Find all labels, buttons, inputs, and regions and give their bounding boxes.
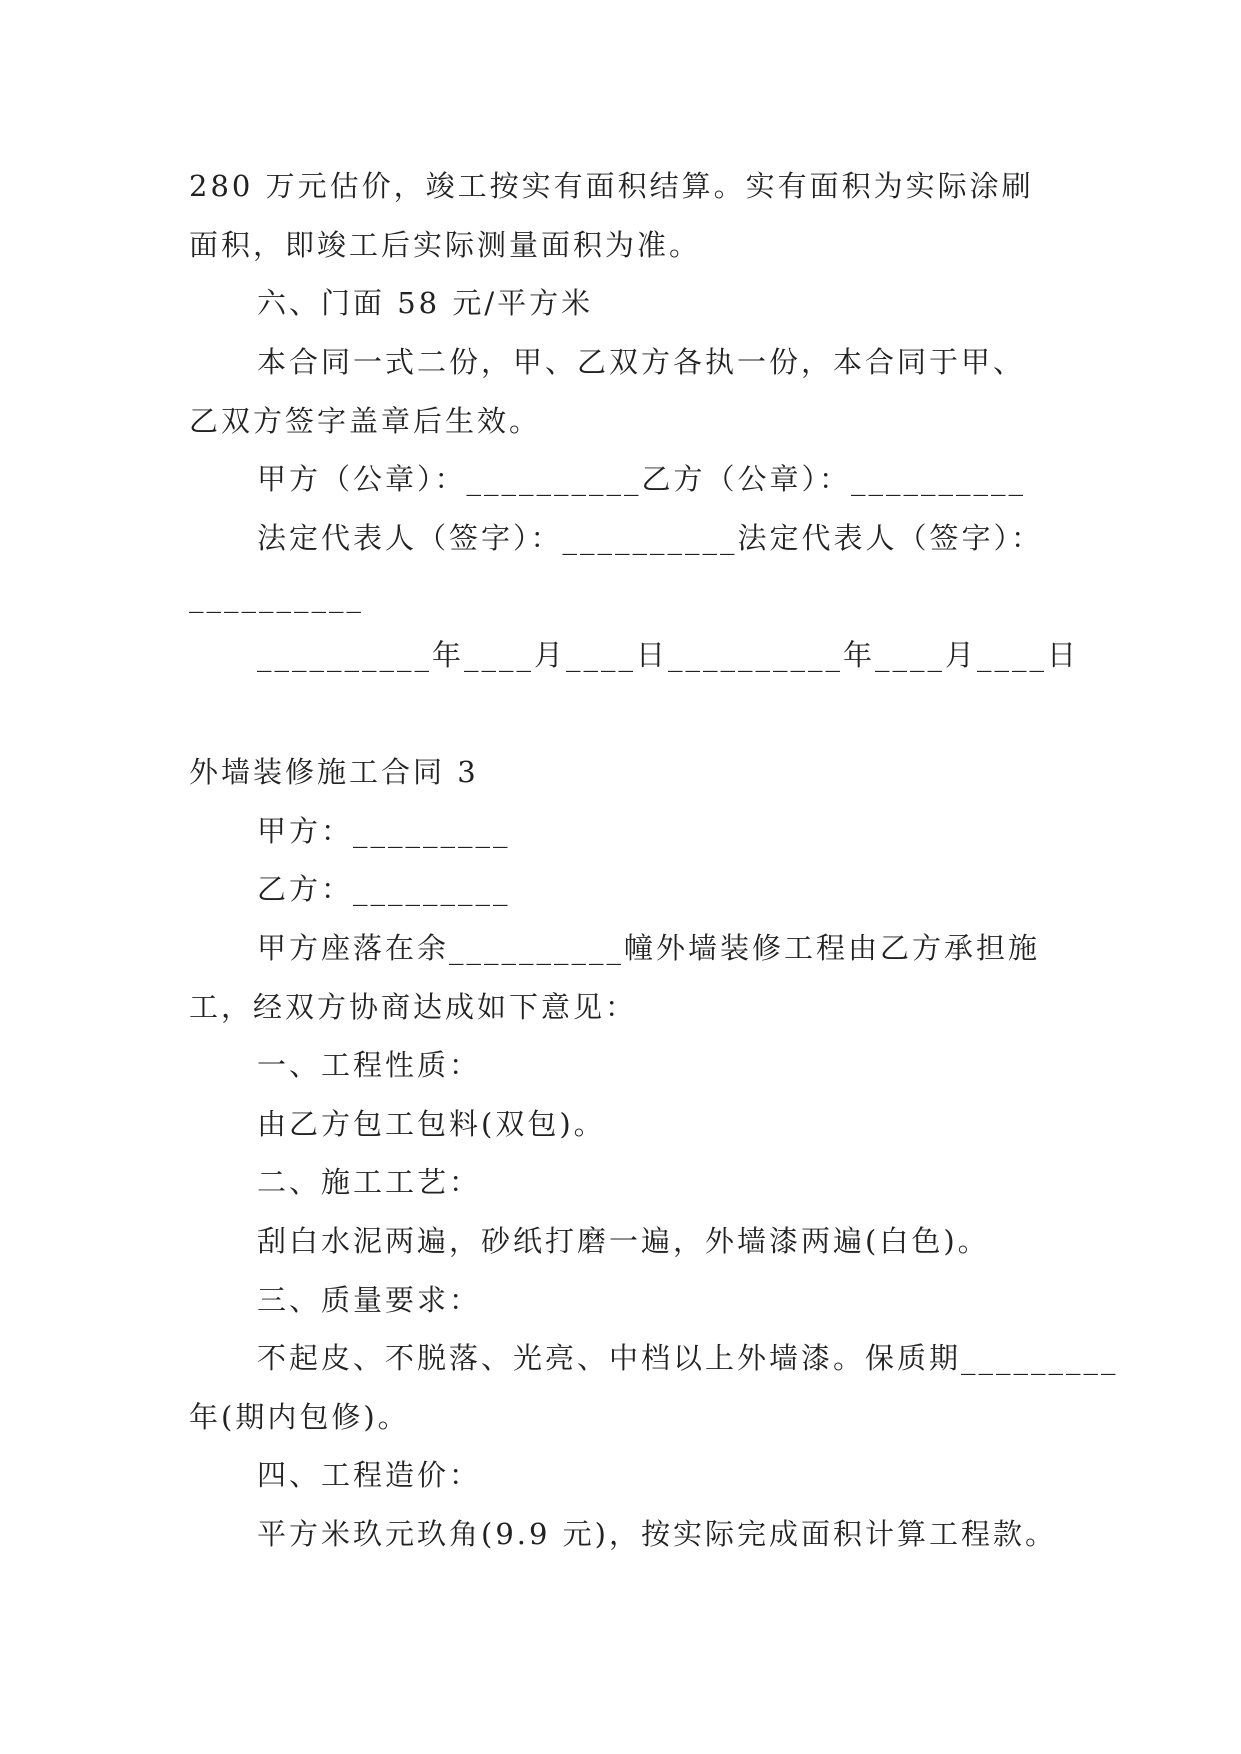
clause-two-body: 刮白水泥两遍，砂纸打磨一遍，外墙漆两遍(白色)。 <box>257 1224 990 1258</box>
copies-clause-line-1: 本合同一式二份，甲、乙双方各执一份，本合同于甲、 <box>257 345 1026 379</box>
clause-one-heading: 一、工程性质： <box>257 1048 482 1082</box>
clause-two-heading: 二、施工工艺： <box>257 1165 482 1199</box>
paragraph-estimate-line-1: 280 万元估价，竣工按实有面积结算。实有面积为实际涂刷 <box>189 169 1034 203</box>
intro-paragraph-line-1: 甲方座落在余__________幢外墙装修工程由乙方承担施 <box>257 931 1041 965</box>
representative-signature-line-2: __________ <box>189 579 364 613</box>
paragraph-estimate-line-2: 面积，即竣工后实际测量面积为准。 <box>189 228 702 262</box>
copies-clause-line-2: 乙双方签字盖章后生效。 <box>189 404 542 438</box>
clause-four-heading: 四、工程造价： <box>257 1458 482 1492</box>
clause-six-storefront: 六、门面 58 元/平方米 <box>257 286 594 320</box>
clause-three-body-line-1: 不起皮、不脱落、光亮、中档以上外墙漆。保质期_________ <box>257 1341 1119 1375</box>
clause-four-body: 平方米玖元玖角(9.9 元)，按实际完成面积计算工程款。 <box>257 1517 1057 1551</box>
party-a-line: 甲方：_________ <box>257 814 511 848</box>
clause-one-body: 由乙方包工包料(双包)。 <box>257 1107 606 1141</box>
contract-title: 外墙装修施工合同 3 <box>189 755 479 789</box>
intro-paragraph-line-2: 工，经双方协商达成如下意见： <box>189 990 638 1024</box>
clause-three-heading: 三、质量要求： <box>257 1283 482 1317</box>
party-b-line: 乙方：_________ <box>257 872 511 906</box>
representative-signature-line-1: 法定代表人（签字）：__________法定代表人（签字）： <box>257 521 1044 555</box>
clause-three-body-line-2: 年(期内包修)。 <box>189 1400 410 1434</box>
seal-signature-line: 甲方（公章）：__________乙方（公章）：__________ <box>257 462 1027 496</box>
date-signature-line: __________年____月____日__________年____月____日 <box>257 638 1080 672</box>
